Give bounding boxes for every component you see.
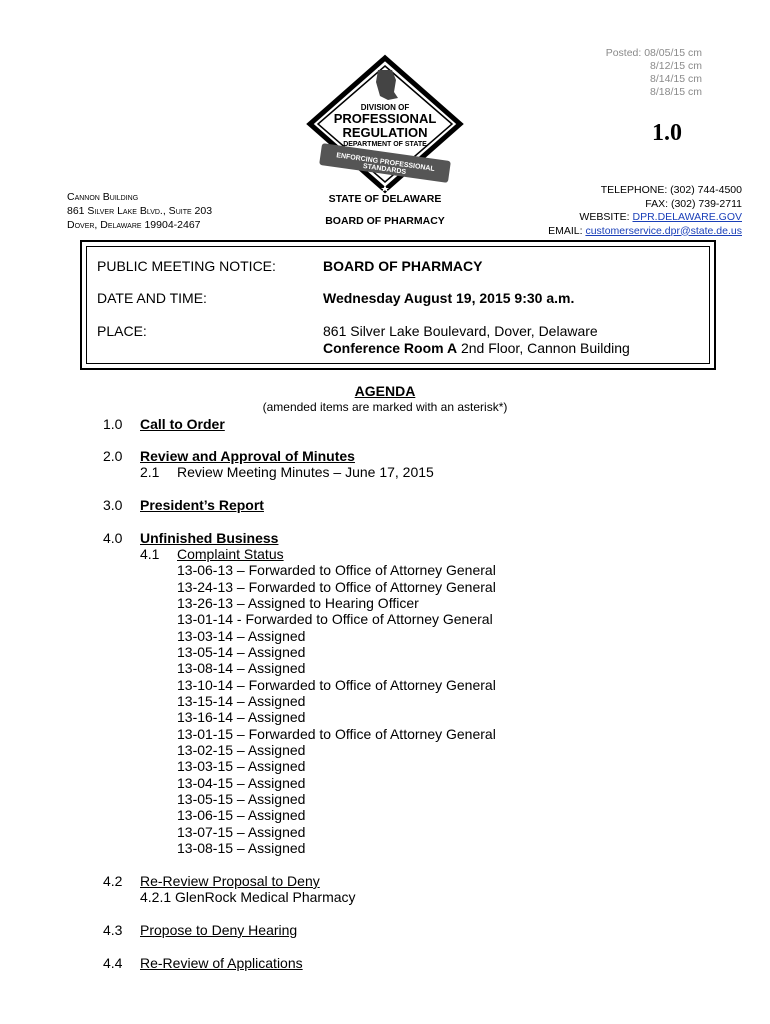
sub-item-number: 2.1 <box>140 464 160 480</box>
logo-line4: DEPARTMENT OF STATE <box>343 141 427 148</box>
telephone: TELEPHONE: (302) 744-4500 <box>600 184 742 196</box>
sub-item-number: 4.3 <box>103 922 123 938</box>
email-label: EMAIL: <box>548 224 586 237</box>
complaint-item: 13-05-14 – Assigned <box>177 644 306 660</box>
fax: FAX: (302) 739-2711 <box>645 197 742 210</box>
sub-sub-item: 4.2.1 GlenRock Medical Pharmacy <box>140 889 356 905</box>
place-line1: 861 Silver Lake Boulevard, Dover, Delaware <box>323 323 598 339</box>
place-room: Conference Room A <box>323 340 458 356</box>
item-number: 2.0 <box>103 448 123 464</box>
website-link[interactable]: DPR.DELAWARE.GOV <box>632 211 742 223</box>
logo-banner: ENFORCING PROFESSIONAL STANDARDS <box>335 152 436 176</box>
date-label: DATE AND TIME: <box>97 290 207 306</box>
website-label: WEBSITE: <box>579 211 633 223</box>
sub-item-number: 4.4 <box>103 955 123 971</box>
complaint-item: 13-06-13 – Forwarded to Office of Attorney General <box>177 562 496 578</box>
complaint-item: 13-24-13 – Forwarded to Office of Attorney General <box>177 579 496 595</box>
sub-item-complaint-status: Complaint Status <box>177 546 284 562</box>
complaint-item: 13-10-14 – Forwarded to Office of Attorney General <box>177 677 496 693</box>
complaint-item: 13-08-14 – Assigned <box>177 660 306 676</box>
posted-dates <box>606 47 702 99</box>
notice-type-label: PUBLIC MEETING NOTICE: <box>97 258 276 274</box>
complaint-item: 13-01-15 – Forwarded to Office of Attorney General <box>177 726 496 742</box>
item-number: 3.0 <box>103 497 123 513</box>
logo-line2: PROFESSIONAL <box>333 111 437 126</box>
state-of-delaware: STATE OF DELAWARE <box>328 193 442 205</box>
agenda-subtitle: (amended items are marked with an asterisk*) <box>262 400 508 414</box>
contact-info <box>548 184 742 238</box>
posted-date: 8/14/15 cm <box>650 73 702 85</box>
posted-label: Posted: 08/05/15 cm <box>605 47 702 59</box>
sub-item-minutes: Review Meeting Minutes – June 17, 2015 <box>177 464 434 480</box>
complaint-item: 13-03-14 – Assigned <box>177 628 306 644</box>
complaint-item: 13-06-15 – Assigned <box>177 807 306 823</box>
address-line: Dover, Delaware 19904-2467 <box>67 219 201 231</box>
posted-date: 8/12/15 cm <box>650 60 702 72</box>
email-row <box>548 225 742 239</box>
complaint-item: 13-02-15 – Assigned <box>177 742 306 758</box>
item-unfinished-business: Unfinished Business <box>140 530 279 546</box>
item-minutes: Review and Approval of Minutes <box>140 448 355 464</box>
complaint-item: 13-05-15 – Assigned <box>177 791 306 807</box>
email-link[interactable]: customerservice.dpr@state.de.us <box>585 224 742 237</box>
notice-type-value: BOARD OF PHARMACY <box>323 258 483 274</box>
complaint-item: 13-16-14 – Assigned <box>177 709 306 725</box>
logo-line3: REGULATION <box>342 125 428 140</box>
meeting-notice-box <box>80 240 716 370</box>
complaint-item: 13-01-14 - Forwarded to Office of Attorney General <box>177 611 493 627</box>
board-name: BOARD OF PHARMACY <box>325 215 445 227</box>
sub-item-re-review-deny: Re-Review Proposal to Deny <box>140 873 320 889</box>
date-value: Wednesday August 19, 2015 9:30 a.m. <box>323 290 575 306</box>
complaint-item: 13-03-15 – Assigned <box>177 758 306 774</box>
complaint-item: 13-15-14 – Assigned <box>177 693 306 709</box>
logo-line1: DIVISION OF <box>360 103 410 112</box>
document-version: 1.0 <box>652 120 682 146</box>
sub-item-deny-hearing: Propose to Deny Hearing <box>140 922 298 938</box>
sub-item-number: 4.2 <box>103 873 123 889</box>
item-number: 1.0 <box>103 416 123 432</box>
office-address <box>67 190 212 232</box>
place-label: PLACE: <box>97 323 147 339</box>
item-call-to-order: Call to Order <box>140 416 225 432</box>
place-line2 <box>323 340 630 356</box>
posted-date: 8/18/15 cm <box>650 86 702 98</box>
complaint-item: 13-07-15 – Assigned <box>177 824 306 840</box>
complaint-item: 13-08-15 – Assigned <box>177 840 306 856</box>
item-presidents-report: President’s Report <box>140 497 264 513</box>
place-rest: 2nd Floor, Cannon Building <box>457 340 630 356</box>
website-row <box>548 211 742 225</box>
dpr-seal-logo <box>300 52 470 202</box>
address-line: 861 Silver Lake Blvd., Suite 203 <box>67 205 213 217</box>
item-number: 4.0 <box>103 530 123 546</box>
complaint-item: 13-04-15 – Assigned <box>177 775 306 791</box>
address-line: Cannon Building <box>67 191 139 203</box>
sub-item-re-review-applications: Re-Review of Applications <box>140 955 303 971</box>
complaint-item: 13-26-13 – Assigned to Hearing Officer <box>177 595 419 611</box>
sub-item-number: 4.1 <box>140 546 160 562</box>
agenda-title: AGENDA <box>354 383 416 399</box>
